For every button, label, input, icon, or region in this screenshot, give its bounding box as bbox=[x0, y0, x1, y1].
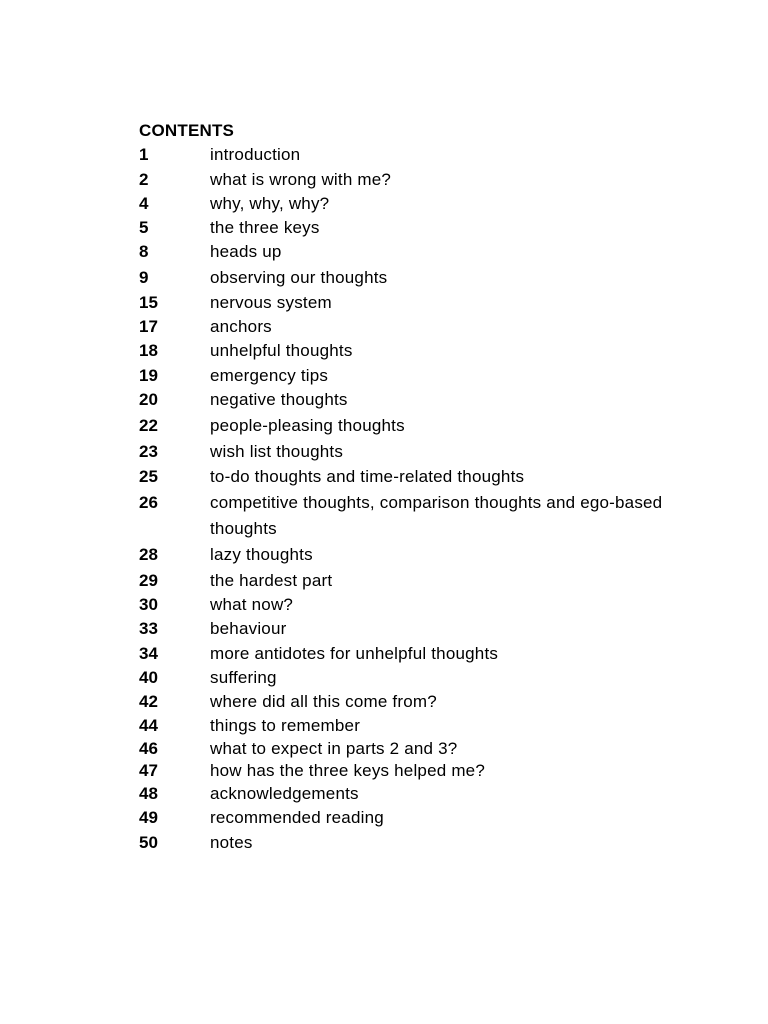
toc-page-number: 26 bbox=[139, 493, 158, 512]
toc-title: introduction bbox=[210, 145, 301, 164]
toc-title: lazy thoughts bbox=[210, 545, 313, 564]
toc-page-number: 20 bbox=[139, 390, 158, 409]
toc-page-number: 44 bbox=[139, 716, 158, 735]
toc-page-number: 23 bbox=[139, 442, 158, 461]
toc-title: acknowledgements bbox=[210, 784, 359, 803]
toc-title: things to remember bbox=[210, 716, 361, 735]
toc-title: nervous system bbox=[210, 293, 332, 312]
toc-page-number: 29 bbox=[139, 571, 158, 590]
toc-page-number: 33 bbox=[139, 619, 158, 638]
toc-page-number: 15 bbox=[139, 293, 158, 312]
toc-page-number: 49 bbox=[139, 808, 158, 827]
toc-title: unhelpful thoughts bbox=[210, 341, 353, 360]
toc-page-number: 8 bbox=[139, 242, 149, 261]
toc-title: what is wrong with me? bbox=[210, 170, 392, 189]
toc-page-number: 4 bbox=[139, 194, 149, 213]
toc-title: what now? bbox=[210, 595, 294, 614]
toc-title: more antidotes for unhelpful thoughts bbox=[210, 644, 499, 663]
toc-page-number: 1 bbox=[139, 145, 149, 164]
toc-title: the three keys bbox=[210, 218, 320, 237]
toc-page-number: 28 bbox=[139, 545, 158, 564]
toc-title: people-pleasing thoughts bbox=[210, 416, 405, 435]
toc-title: to-do thoughts and time-related thoughts bbox=[210, 467, 525, 486]
toc-page-number: 19 bbox=[139, 366, 158, 385]
toc-title: recommended reading bbox=[210, 808, 384, 827]
toc-title: suffering bbox=[210, 668, 277, 687]
toc-page-number: 42 bbox=[139, 692, 158, 711]
toc-title: what to expect in parts 2 and 3? bbox=[210, 739, 458, 758]
toc-title: anchors bbox=[210, 317, 272, 336]
toc-page-number: 22 bbox=[139, 416, 158, 435]
toc-title: negative thoughts bbox=[210, 390, 348, 409]
toc-page-number: 17 bbox=[139, 317, 158, 336]
toc-page-number: 5 bbox=[139, 218, 149, 237]
toc-title: how has the three keys helped me? bbox=[210, 761, 485, 780]
toc-page-number: 2 bbox=[139, 170, 149, 189]
toc-page-number: 9 bbox=[139, 268, 149, 287]
contents-heading: CONTENTS bbox=[139, 121, 235, 140]
toc-page-number: 34 bbox=[139, 644, 158, 663]
toc-page-number: 50 bbox=[139, 833, 158, 852]
toc-title: where did all this come from? bbox=[210, 692, 437, 711]
toc-title: behaviour bbox=[210, 619, 287, 638]
toc-title: heads up bbox=[210, 242, 282, 261]
toc-title: the hardest part bbox=[210, 571, 333, 590]
toc-page-number: 30 bbox=[139, 595, 158, 614]
toc-page-number: 47 bbox=[139, 761, 158, 780]
toc-title: observing our thoughts bbox=[210, 268, 388, 287]
toc-page-number: 25 bbox=[139, 467, 158, 486]
toc-page-number: 46 bbox=[139, 739, 158, 758]
toc-page-number: 40 bbox=[139, 668, 158, 687]
toc-title: emergency tips bbox=[210, 366, 329, 385]
toc-page-number: 18 bbox=[139, 341, 158, 360]
toc-title: competitive thoughts, comparison thoughts and ego-based thoughts bbox=[210, 493, 663, 538]
toc-title: notes bbox=[210, 833, 253, 852]
toc-page-number: 48 bbox=[139, 784, 158, 803]
toc-title: wish list thoughts bbox=[210, 442, 344, 461]
toc-title: why, why, why? bbox=[210, 194, 330, 213]
